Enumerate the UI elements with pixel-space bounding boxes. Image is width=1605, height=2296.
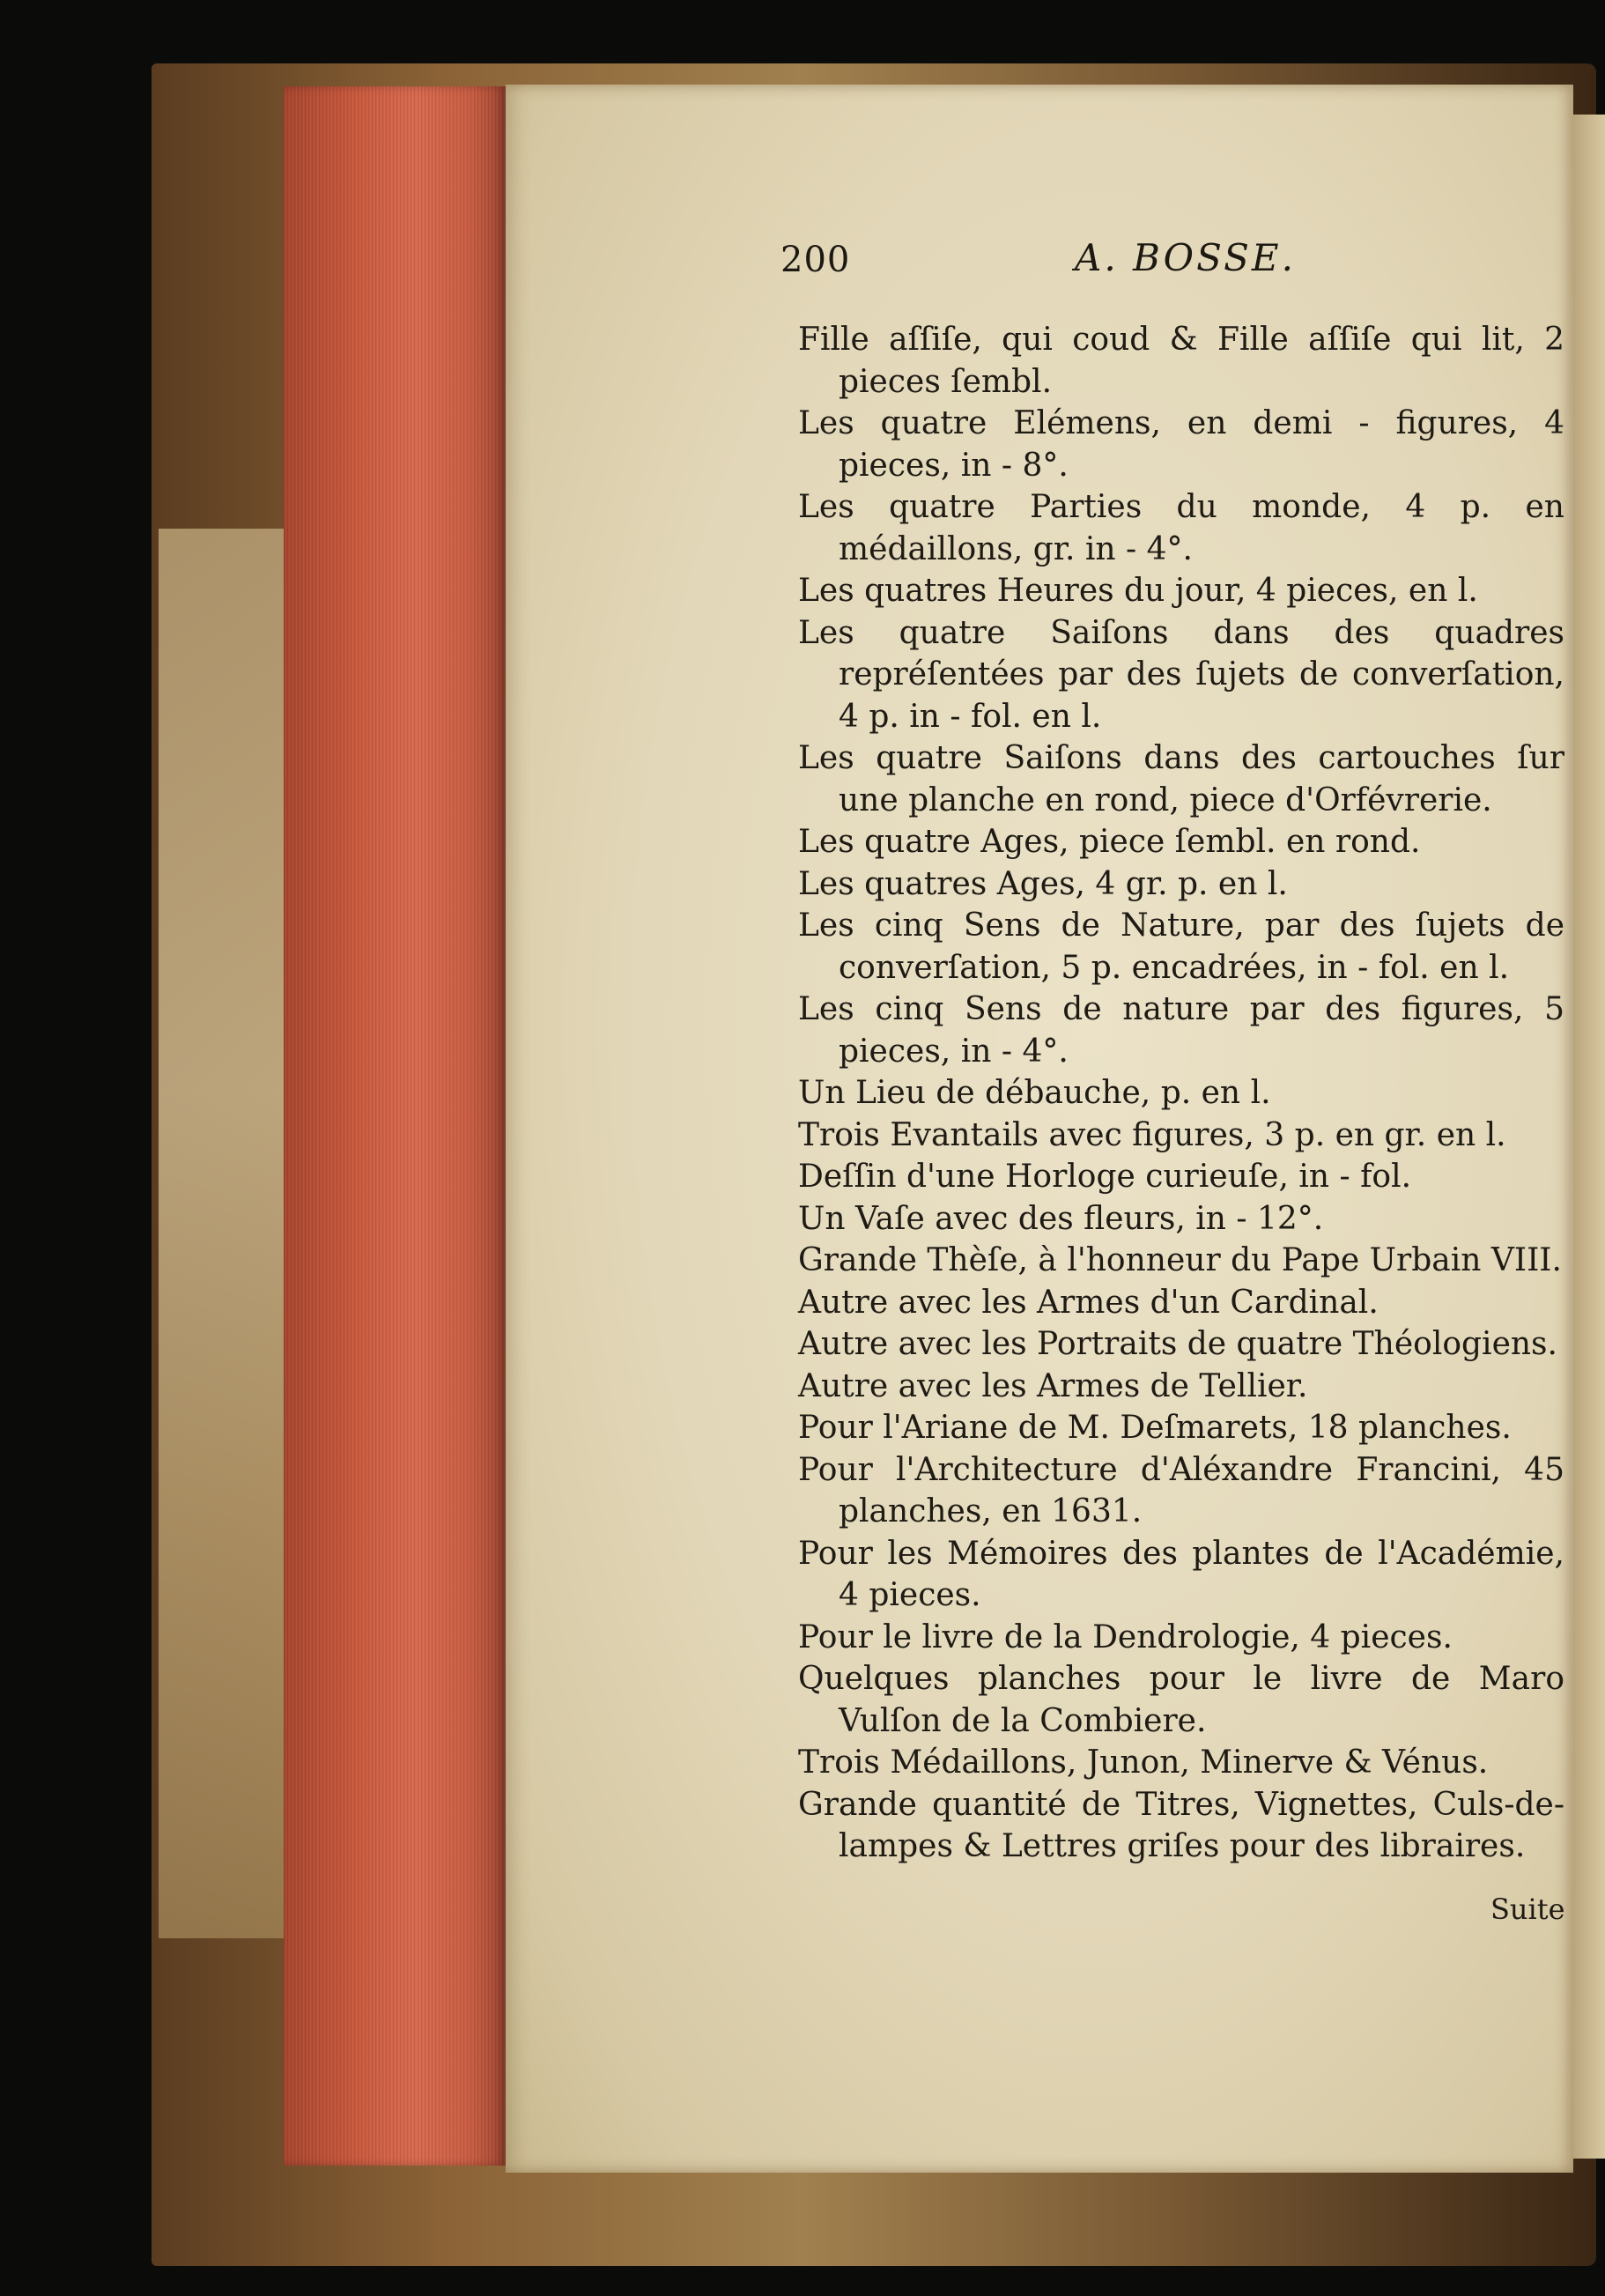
catalogue-entry: Trois Médaillons, Junon, Minerve & Vénus. — [798, 1744, 1489, 1781]
running-title: A. BOSSE. — [1075, 236, 1296, 279]
catchword: Suite — [1490, 1892, 1565, 1926]
catalogue-entry: Pour les Mémoires des plantes de l'Académie, 4 pieces. — [798, 1535, 1564, 1613]
catalogue-entry: Fille aſſiſe, qui coud & Fille aſſiſe qui lit, 2 pieces ſembl. — [798, 322, 1564, 400]
catalogue-entry: Pour l'Architecture d'Aléxandre Francini, 45 planches, en 1631. — [798, 1451, 1564, 1529]
page-number: 200 — [780, 240, 851, 280]
catalogue-entry: Pour l'Ariane de M. Deſmarets, 18 planches. — [798, 1410, 1512, 1446]
catalogue-entry: Les quatres Heures du jour, 4 pieces, en l. — [798, 573, 1478, 609]
print-catalogue-list — [798, 319, 1564, 1868]
catalogue-entry: Les cinq Sens de nature par des figures, 5 pieces, in - 4°. — [798, 991, 1564, 1070]
catalogue-entry: Les cinq Sens de Nature, par des ſujets de converſation, 5 p. encadrées, in - fol. en l. — [798, 907, 1564, 986]
opposite-page-edge — [1573, 115, 1605, 2159]
catalogue-entry: Pour le livre de la Dendrologie, 4 pieces. — [798, 1618, 1453, 1655]
catalogue-entry: Un Vaſe avec des fleurs, in - 12°. — [798, 1200, 1324, 1237]
catalogue-entry: Grande quantité de Titres, Vignettes, Culs-de-lampes & Lettres griſes pour des libraires. — [798, 1786, 1564, 1864]
red-page-edges — [284, 86, 506, 2166]
catalogue-entry: Autre avec les Portraits de quatre Théologiens. — [798, 1326, 1557, 1362]
catalogue-entry: Grande Thèſe, à l'honneur du Pape Urbain VIII. — [798, 1242, 1562, 1278]
catalogue-entry: Un Lieu de débauche, p. en l. — [798, 1075, 1271, 1111]
catalogue-entry: Les quatre Saiſons dans des quadres repréſentées par des ſujets de converſation, 4 p. in - fol. en l. — [798, 614, 1564, 735]
catalogue-entry: Quelques planches pour le livre de Maro Vulſon de la Combiere. — [798, 1661, 1564, 1739]
catalogue-entry: Les quatre Parties du monde, 4 p. en médaillons, gr. in - 4°. — [798, 489, 1564, 567]
catalogue-entry: Les quatres Ages, 4 gr. p. en l. — [798, 865, 1288, 902]
catalogue-entry: Deſſin d'une Horloge curieuſe, in - fol. — [798, 1159, 1412, 1195]
cover-worn-patch — [159, 529, 291, 1938]
running-head — [780, 236, 1573, 293]
catalogue-entry: Autre avec les Armes d'un Cardinal. — [798, 1284, 1379, 1321]
catalogue-entry: Les quatre Ages, piece ſembl. en rond. — [798, 824, 1421, 860]
catalogue-entry: Autre avec les Armes de Tellier. — [798, 1367, 1308, 1404]
catalogue-entry: Les quatre Elémens, en demi - figures, 4 pieces, in - 8°. — [798, 405, 1564, 484]
catalogue-entry: Trois Evantails avec figures, 3 p. en gr. en l. — [798, 1116, 1506, 1153]
catalogue-entry: Les quatre Saiſons dans des cartouches ſur une planche en rond, piece d'Orfévrerie. — [798, 740, 1564, 818]
